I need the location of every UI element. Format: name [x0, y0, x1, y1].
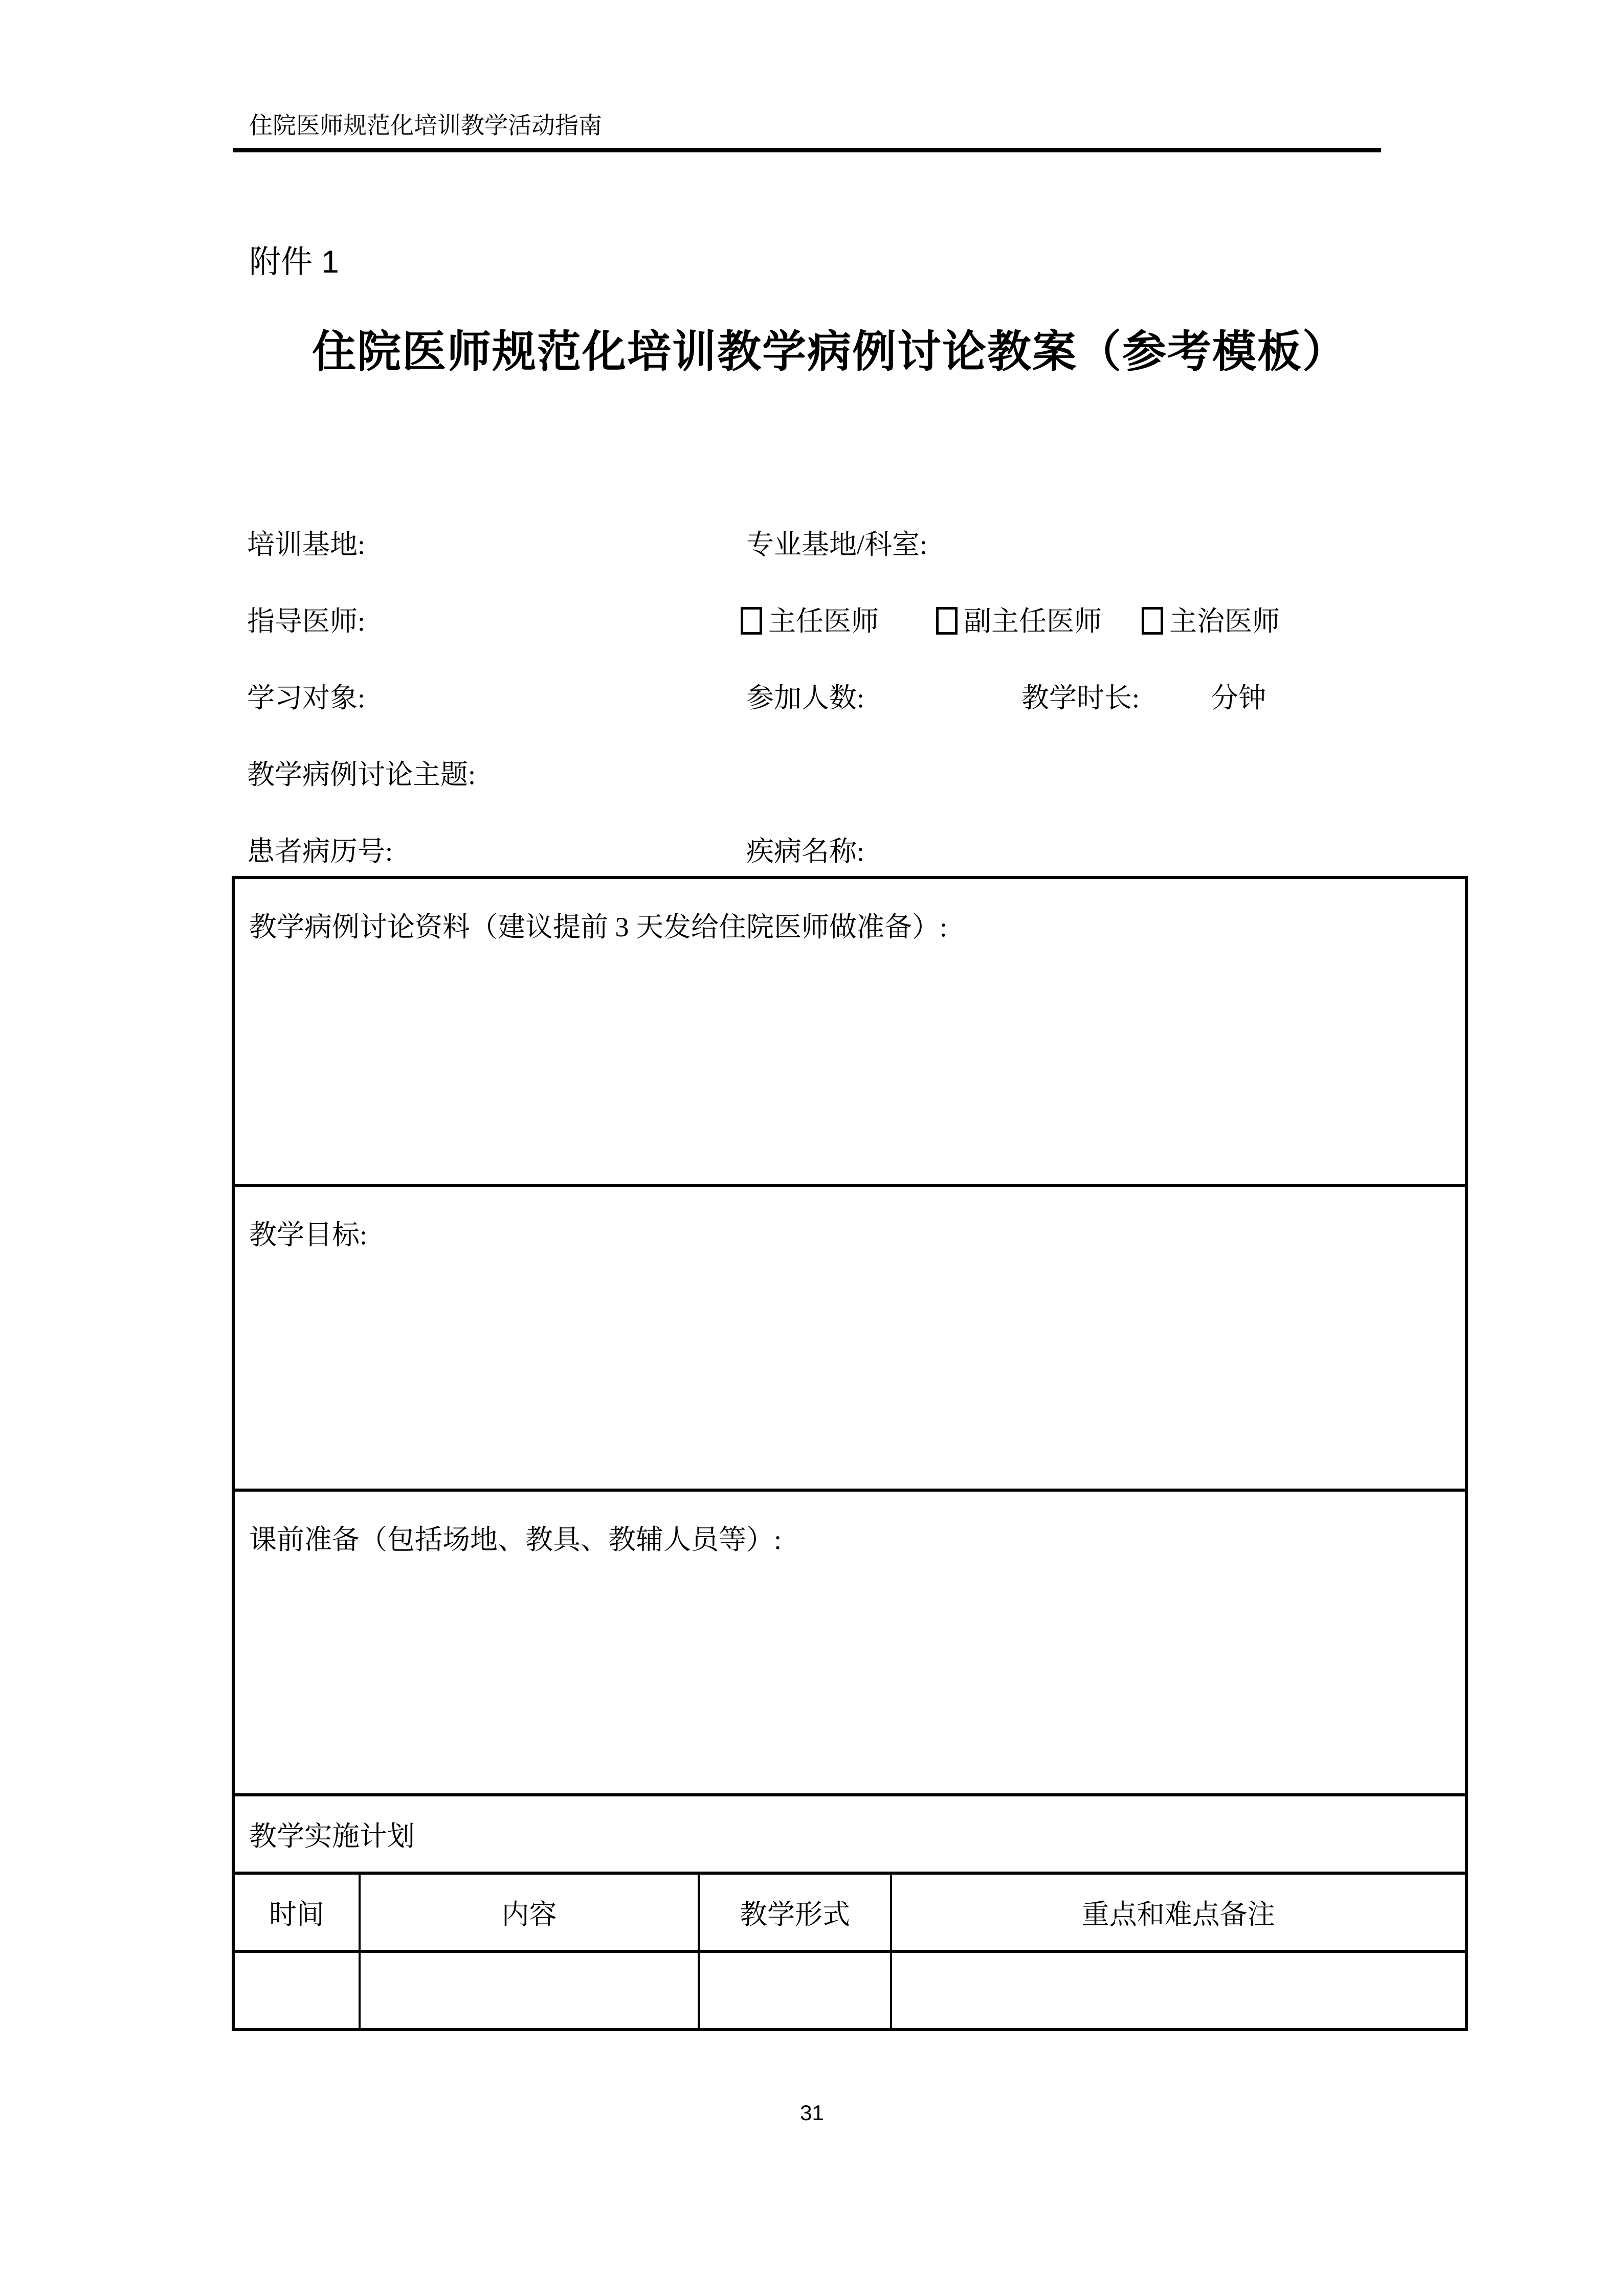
instructor-options: [741, 603, 1280, 639]
document-title: 住院医师规范化培训教学病例讨论教案（参考模板）: [312, 327, 1347, 376]
attachment-label: 附件 1: [249, 244, 339, 280]
plan-empty-content-cell: [359, 1953, 698, 2028]
plan-header-row: [235, 1872, 1465, 1950]
materials-cell: 教学病例讨论资料（建议提前 3 天发给住院医师做准备）:: [249, 912, 948, 942]
option-label: 主治医师: [1169, 606, 1280, 637]
running-header: 住院医师规范化培训教学活动指南: [249, 112, 602, 139]
plan-header-time: 时间: [269, 1899, 324, 1930]
option-label: 主任医师: [768, 606, 879, 637]
instructor-label: 指导医师:: [247, 606, 366, 637]
option-label: 副主任医师: [964, 606, 1102, 637]
training-base-label: 培训基地:: [247, 529, 366, 560]
plan-empty-time-cell: [235, 1953, 359, 2028]
plan-empty-row: [235, 1950, 1465, 2028]
duration-unit-label: 分钟: [1211, 683, 1266, 713]
plan-title-cell: 教学实施计划: [235, 1793, 1465, 1872]
specialty-base-label: 专业基地/科室:: [746, 529, 928, 560]
checkbox-icon[interactable]: [936, 607, 958, 635]
objectives-cell: 教学目标:: [235, 1184, 1465, 1489]
plan-empty-format-cell: [698, 1953, 889, 2028]
plan-header-key-points-notes: 重点和难点备注: [890, 1875, 1465, 1950]
patient-record-label: 患者病历号:: [247, 836, 393, 867]
topic-label: 教学病例讨论主题:: [247, 759, 476, 790]
participants-label: 参加人数:: [746, 683, 865, 713]
duration-label: 教学时长:: [1021, 683, 1140, 713]
option-chief-physician: [741, 603, 879, 639]
checkbox-icon[interactable]: [1142, 607, 1163, 635]
page-number: 31: [800, 2101, 824, 2125]
plan-header-content: 内容: [359, 1875, 698, 1950]
option-attending-physician: [1142, 603, 1280, 639]
learners-label: 学习对象:: [247, 683, 366, 713]
header-rule: [233, 148, 1381, 152]
preparation-cell: 课前准备（包括场地、教具、教辅人员等）:: [235, 1489, 1465, 1793]
plan-empty-notes-cell: [890, 1953, 1465, 2028]
disease-name-label: 疾病名称:: [746, 836, 865, 867]
checkbox-icon[interactable]: [741, 607, 762, 635]
plan-header-teaching-format: 教学形式: [698, 1875, 889, 1950]
option-deputy-chief-physician: [936, 603, 1102, 639]
lesson-plan-table: [232, 876, 1468, 2031]
